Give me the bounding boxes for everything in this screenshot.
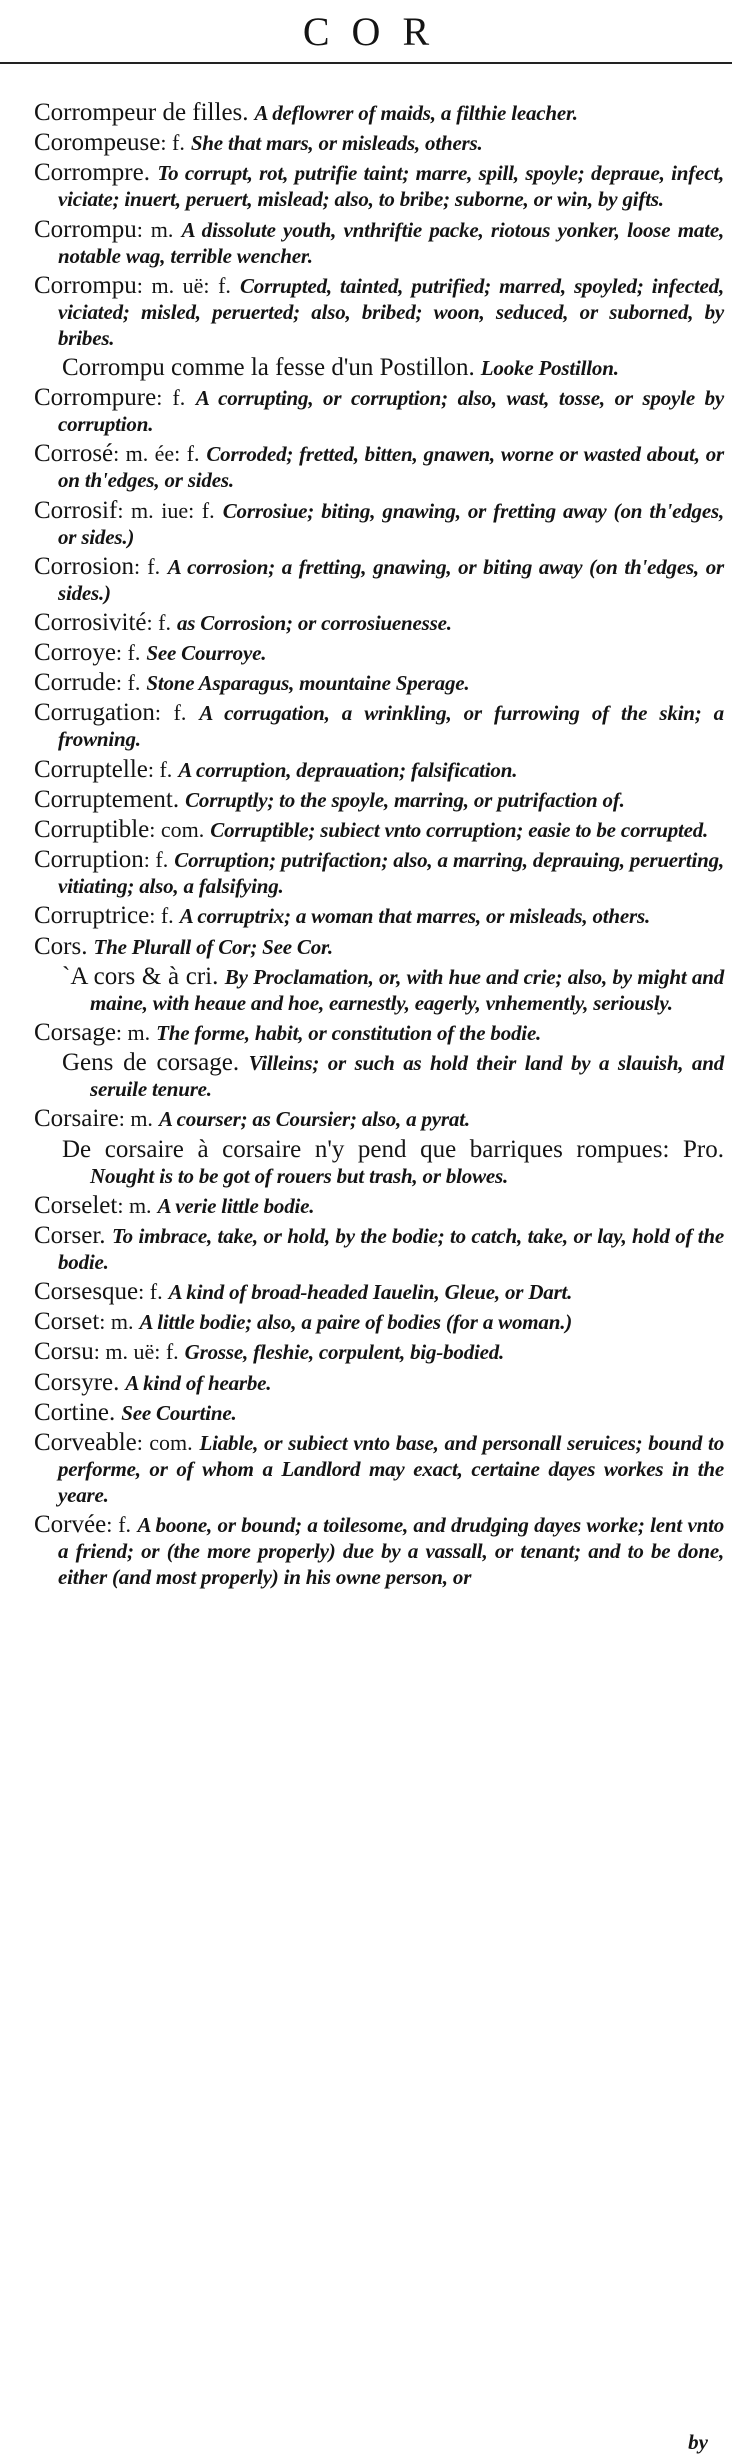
page-header: COR — [302, 9, 452, 54]
entry-grammar: : f. — [149, 903, 174, 929]
entry-grammar: : f. — [134, 553, 161, 579]
entry-headword: Corser. — [34, 1221, 106, 1249]
dictionary-entry — [62, 355, 724, 381]
entry-definition: Corroded; fretted, bitten, gnawen, worne or wasted about, or on th'edges, or sides. — [58, 442, 724, 493]
entry-headword: Corset — [34, 1308, 100, 1336]
entry-definition: A verie little bodie. — [157, 1193, 315, 1218]
entry-headword: Corsaire — [34, 1105, 119, 1133]
dictionary-entry — [34, 757, 724, 783]
dictionary-entry — [34, 610, 724, 636]
dictionary-entry — [34, 700, 724, 752]
entry-grammar: : m. — [115, 1019, 151, 1045]
entry-headword: `A cors & à cri. — [62, 962, 219, 990]
entry-headword: Corrompeur de filles. — [34, 99, 249, 126]
entry-headword: Corrompu — [34, 271, 137, 299]
entry-headword: Corruptrice — [34, 902, 150, 930]
dictionary-entry — [34, 441, 724, 493]
entry-headword: Corrude — [34, 669, 116, 697]
entry-headword: Corrompre. — [34, 159, 150, 187]
entry-grammar: : m. iue: f. — [117, 497, 215, 523]
dictionary-entry — [34, 670, 724, 696]
entry-headword: Corrompu — [34, 215, 137, 243]
entry-headword: Corruptelle — [34, 755, 148, 783]
entry-definition: Liable, or subiect vnto base, and personall seruices; bound to performe, or of whom a Landlord may exact, certaine dayes workes in the yeare. — [58, 1431, 724, 1507]
entry-headword: Corrompu comme la fesse d'un Postillon. — [62, 353, 475, 381]
dictionary-entry — [34, 847, 724, 899]
catchword: by — [688, 2430, 708, 2454]
entry-grammar: : f. — [154, 700, 187, 726]
dictionary-entry — [34, 160, 724, 212]
entry-grammar: : f. — [115, 640, 141, 666]
entry-definition: See Courroye. — [146, 641, 267, 666]
entry-headword: Corruptement. — [34, 785, 180, 813]
entry-definition: Looke Postillon. — [480, 355, 619, 380]
entry-definition: The forme, habit, or constitution of the bodie. — [156, 1020, 542, 1045]
entry-grammar: : m. uë: f. — [93, 1339, 179, 1365]
entry-grammar: : m. — [136, 216, 174, 242]
entry-definition: Corruption; putrifaction; also, a marring, deprauing, peruerting, vitiating; also, a falsifying. — [58, 848, 724, 899]
entry-headword: Corompeuse — [34, 129, 161, 157]
entry-definition: To imbrace, take, or hold, by the bodie; to catch, take, or lay, hold of the bodie. — [58, 1223, 724, 1274]
entry-headword: Corrosion — [34, 552, 134, 580]
dictionary-entry — [34, 100, 724, 126]
entry-definition: By Proclamation, or, with hue and crie; also, by might and maine, with heaue and hoe, earnestly, eagerly, vnhemently, seriously. — [90, 964, 725, 1015]
dictionary-entry — [34, 1309, 724, 1335]
entry-definition: Villeins; or such as hold their land by a slauish, and seruile tenure. — [90, 1051, 724, 1102]
dictionary-entry — [34, 1193, 724, 1219]
entry-headword: Corsesque — [34, 1278, 139, 1306]
dictionary-entry — [34, 1512, 724, 1590]
entry-definition: A corrugation, a wrinkling, or furrowing of the skin; a frowning. — [58, 701, 724, 752]
entry-headword: Cors. — [34, 932, 88, 960]
dictionary-entry — [34, 498, 724, 550]
entry-grammar: : f. — [143, 847, 169, 873]
entry-grammar: : f. — [160, 130, 185, 156]
entry-definition: Nought is to be got of rouers but trash, or blowes. — [90, 1163, 509, 1188]
entry-grammar: : m. — [117, 1192, 152, 1218]
dictionary-entry — [34, 903, 724, 929]
dictionary-entry — [34, 787, 724, 813]
entry-grammar: : f. — [115, 670, 141, 696]
entry-grammar: : m. — [99, 1309, 134, 1335]
dictionary-entry — [34, 1430, 724, 1508]
entry-headword: Cortine. — [34, 1398, 116, 1426]
entry-definition: Stone Asparagus, mountaine Sperage. — [146, 671, 470, 696]
entry-headword: Corsyre. — [34, 1368, 120, 1396]
entry-grammar: : f. — [146, 609, 171, 635]
entry-definition: The Plurall of Cor; See Cor. — [93, 934, 333, 959]
entry-list — [34, 100, 724, 1594]
entry-headword: Corrugation — [34, 699, 155, 727]
entry-definition: A dissolute youth, vnthriftie packe, riotous yonker, loose mate, notable wag, terrible wencher. — [58, 217, 725, 268]
entry-grammar: : f. — [106, 1512, 132, 1538]
entry-definition: Corruptible; subiect vnto corruption; easie to be corrupted. — [210, 818, 709, 842]
entry-grammar: : f. — [156, 385, 186, 411]
entry-definition: A little bodie; also, a paire of bodies (for a woman.) — [139, 1310, 573, 1335]
entry-headword: Corrosivité — [34, 608, 147, 636]
entry-definition: See Courtine. — [121, 1400, 237, 1425]
entry-headword: Corsu — [34, 1338, 94, 1366]
entry-definition: Grosse, fleshie, corpulent, big-bodied. — [184, 1340, 505, 1365]
entry-definition: A kind of hearbe. — [125, 1370, 272, 1395]
dictionary-entry — [62, 1137, 724, 1189]
dictionary-entry — [34, 640, 724, 666]
entry-grammar: : m. — [118, 1106, 153, 1132]
entry-grammar: : com. — [149, 817, 205, 842]
entry-definition: To corrupt, rot, putrifie taint; marre, spill, spoyle; depraue, infect, viciate; inuert, peruert, mislead; also, to bribe; suborne, or win, by gifts. — [58, 161, 725, 212]
dictionary-entry — [34, 817, 724, 843]
entry-headword: Corrompure — [34, 384, 157, 412]
entry-headword: De corsaire à corsaire n'y pend que barriques rompues: Pro. — [62, 1135, 724, 1163]
entry-headword: Corsage — [34, 1018, 116, 1046]
entry-definition: A corrupting, or corruption; also, wast, tosse, or spoyle by corruption. — [58, 386, 724, 437]
dictionary-entry — [34, 1279, 724, 1305]
dictionary-entry — [34, 217, 724, 269]
entry-definition: A courser; as Coursier; also, a pyrat. — [158, 1107, 470, 1132]
dictionary-entry — [34, 1370, 724, 1396]
entry-headword: Corvée — [34, 1511, 107, 1539]
dictionary-entry — [34, 1223, 724, 1275]
dictionary-entry — [62, 1050, 724, 1102]
entry-headword: Corveable — [34, 1429, 137, 1456]
entry-headword: Corrosif — [34, 496, 118, 524]
entry-grammar: : f. — [147, 756, 173, 782]
entry-headword: Corroye — [34, 639, 116, 667]
entry-headword: Gens de corsage. — [62, 1049, 240, 1077]
entry-definition: A deflowrer of maids, a filthie leacher. — [254, 101, 578, 125]
entry-definition: as Corrosion; or corrosiuenesse. — [176, 610, 452, 635]
entry-definition: She that mars, or misleads, others. — [190, 131, 483, 156]
entry-definition: A kind of broad-headed Iauelin, Gleue, or Dart. — [168, 1280, 573, 1305]
entry-definition: A boone, or bound; a toilesome, and drudging dayes worke; lent vnto a friend; or (the more properly) due by a vassall, or tenant; and to be done, either (and most properly) in his owne person, or — [58, 1513, 725, 1590]
entry-definition: A corruption, deprauation; falsification. — [178, 757, 518, 782]
entry-grammar: : com. — [136, 1430, 193, 1455]
dictionary-entry — [34, 130, 724, 156]
dictionary-entry — [62, 964, 724, 1016]
dictionary-entry — [34, 273, 724, 351]
dictionary-entry — [34, 1106, 724, 1132]
entry-definition: Corrupted, tainted, putrified; marred, spoyled; infected, viciated; misled, peruerted; also, bribed; woon, seduced, or suborned, by bribes. — [58, 273, 724, 350]
entry-definition: Corruptly; to the spoyle, marring, or putrifaction of. — [185, 787, 625, 812]
entry-headword: Corruptible — [34, 816, 150, 843]
dictionary-entry — [34, 1020, 724, 1046]
dictionary-entry — [34, 385, 724, 437]
dictionary-entry — [34, 1400, 724, 1426]
header-rule — [0, 62, 732, 64]
dictionary-entry — [34, 1339, 724, 1365]
entry-grammar: : f. — [138, 1279, 163, 1305]
entry-headword: Corrosé — [34, 440, 114, 468]
dictionary-entry — [34, 934, 724, 960]
entry-grammar: : m. uë: f. — [136, 272, 231, 298]
dictionary-entry — [34, 554, 724, 606]
entry-headword: Corselet — [34, 1191, 118, 1219]
entry-grammar: : m. ée: f. — [113, 441, 200, 467]
entry-definition: A corrosion; a fretting, gnawing, or biting away (on th'edges, or sides.) — [58, 554, 724, 605]
entry-headword: Corruption — [34, 846, 144, 874]
entry-definition: Corrosiue; biting, gnawing, or fretting away (on th'edges, or sides.) — [58, 498, 724, 549]
entry-definition: A corruptrix; a woman that marres, or misleads, others. — [179, 904, 651, 929]
